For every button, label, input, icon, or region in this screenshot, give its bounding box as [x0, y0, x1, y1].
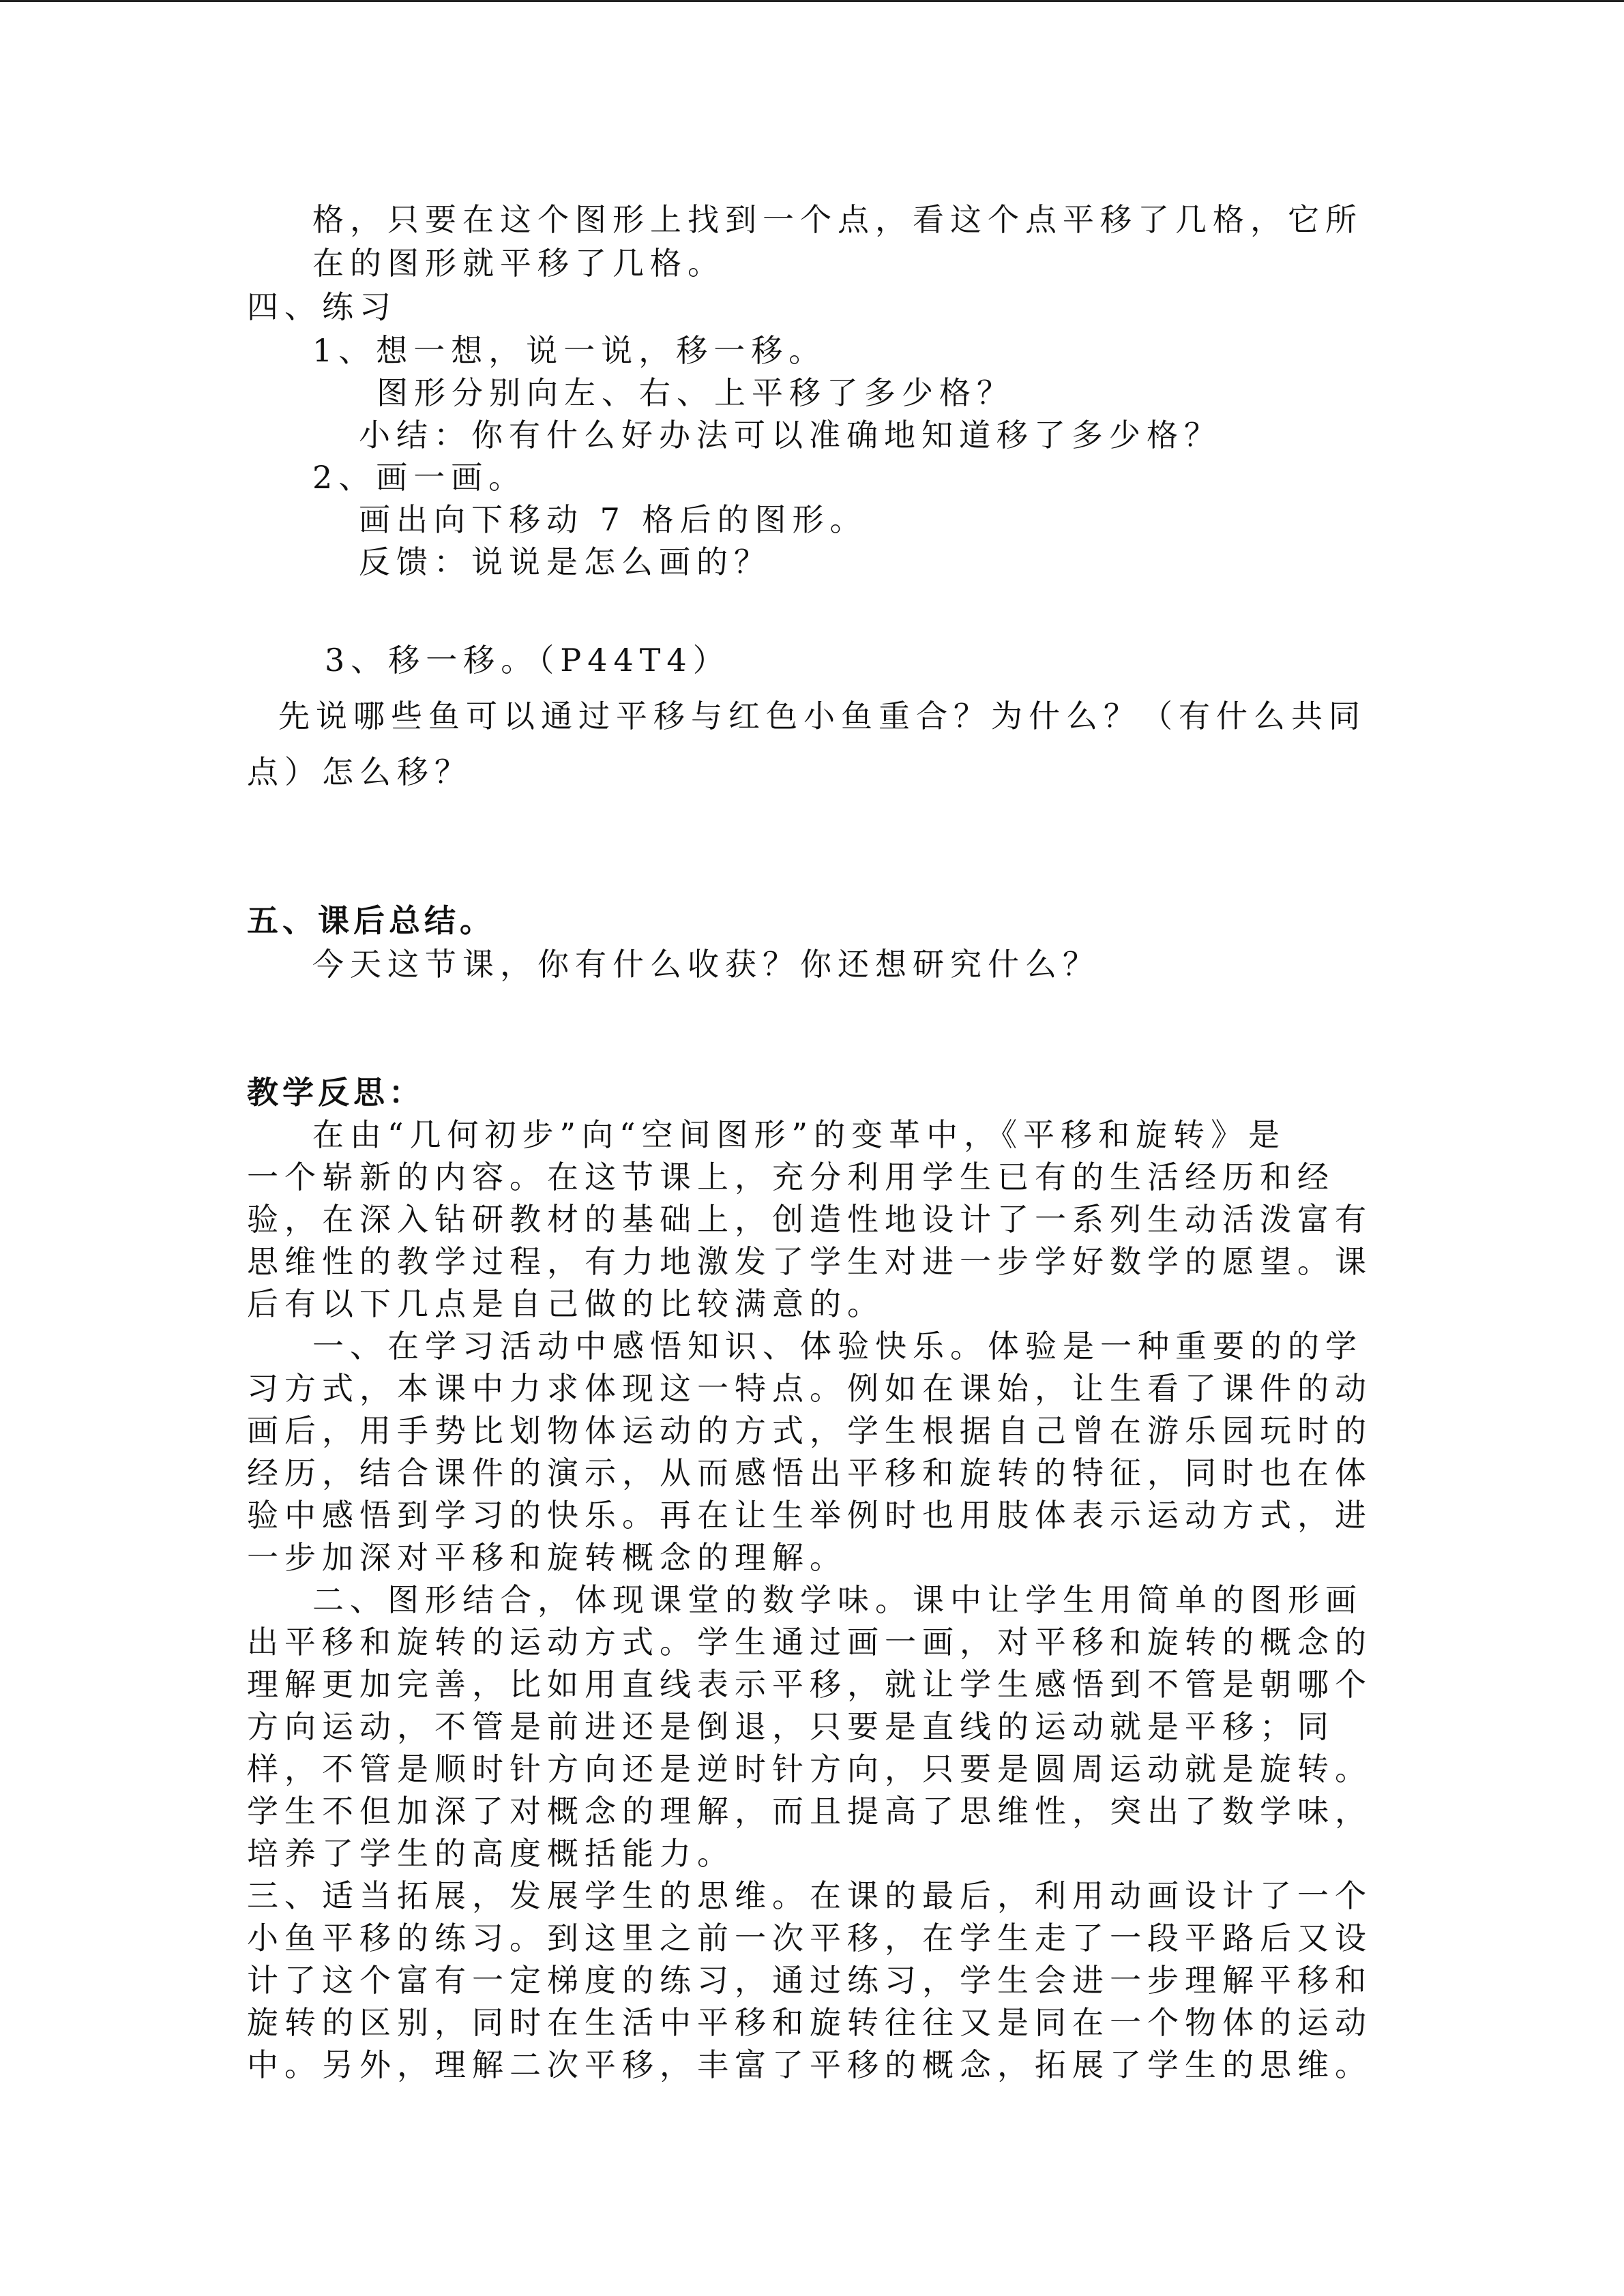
exercise-text: 先说哪些鱼可以通过平移与红色小鱼重合？为什么？（有什么共同 [278, 698, 1366, 734]
reflection-line: 验中感悟到学习的快乐。再在让生举例时也用肢体表示运动方式，进 [247, 1497, 1372, 1534]
reflection-line: 理解更加完善，比如用直线表示平移，就让学生感悟到不管是朝哪个 [247, 1666, 1372, 1703]
reflection-line: 画后，用手势比划物体运动的方式，学生根据自己曾在游乐园玩时的 [247, 1412, 1372, 1449]
exercise-text: 点）怎么移？ [247, 754, 472, 790]
section-heading: 五、课后总结。 [247, 902, 495, 939]
paragraph-line: 在的图形就平移了几格。 [312, 245, 725, 282]
reflection-line: 一、在学习活动中感悟知识、体验快乐。体验是一种重要的的学 [312, 1328, 1363, 1365]
reflection-line: 旋转的区别，同时在生活中平移和旋转往往又是同在一个物体的运动 [247, 2004, 1372, 2041]
exercise-text: 反馈：说说是怎么画的？ [359, 543, 771, 580]
reflection-line: 小鱼平移的练习。到这里之前一次平移，在学生走了一段平路后又设 [247, 1920, 1372, 1956]
reflection-line: 验，在深入钻研教材的基础上，创造性地设计了一系列生动活泼富有 [247, 1201, 1372, 1238]
reflection-line: 出平移和旋转的运动方式。学生通过画一画，对平移和旋转的概念的 [247, 1624, 1372, 1660]
reflection-line: 思维性的教学过程，有力地激发了学生对进一步学好数学的愿望。课 [247, 1243, 1372, 1280]
reflection-line: 一个崭新的内容。在这节课上，充分利用学生已有的生活经历和经 [247, 1159, 1335, 1195]
reflection-line: 培养了学生的高度概括能力。 [247, 1835, 735, 1872]
exercise-text: 图形分别向左、右、上平移了多少格？ [377, 374, 1014, 411]
reflection-line: 在由“几何初步”向“空间图形”的变革中，《平移和旋转》是 [312, 1116, 1286, 1153]
reflection-line: 习方式，本课中力求体现这一特点。例如在课始，让生看了课件的动 [247, 1370, 1372, 1407]
reflection-line: 三、适当拓展，发展学生的思维。在课的最后，利用动画设计了一个 [247, 1877, 1372, 1914]
exercise-text: 小结：你有什么好办法可以准确地知道移了多少格？ [359, 417, 1222, 453]
exercise-item: 1、想一想，说一说，移一移。 [312, 332, 827, 369]
reflection-line: 计了这个富有一定梯度的练习，通过练习，学生会进一步理解平移和 [247, 1962, 1372, 1999]
exercise-item: 2、画一画。 [312, 459, 527, 496]
reflection-line: 中。另外，理解二次平移，丰富了平移的概念，拓展了学生的思维。 [247, 2046, 1372, 2083]
section-heading: 四、练习 [247, 288, 397, 325]
paragraph-line: 格，只要在这个图形上找到一个点，看这个点平移了几格，它所 [312, 201, 1363, 238]
top-border [0, 0, 1624, 2]
exercise-text: 画出向下移动 7 格后的图形。 [359, 501, 868, 538]
reflection-line: 经历，结合课件的演示，从而感悟出平移和旋转的特征，同时也在体 [247, 1455, 1372, 1491]
reflection-line: 后有以下几点是自己做的比较满意的。 [247, 1285, 885, 1322]
reflection-line: 学生不但加深了对概念的理解，而且提高了思维性，突出了数学味， [247, 1793, 1372, 1830]
reflection-line: 二、图形结合，体现课堂的数学味。课中让学生用简单的图形画 [312, 1581, 1363, 1618]
reflection-heading: 教学反思： [247, 1074, 424, 1111]
reflection-line: 样，不管是顺时针方向还是逆时针方向，只要是圆周运动就是旋转。 [247, 1750, 1372, 1787]
section-text: 今天这节课，你有什么收获？你还想研究什么？ [312, 946, 1100, 983]
exercise-item: 3、移一移。（P44T4） [325, 642, 730, 679]
reflection-line: 方向运动，不管是前进还是倒退，只要是直线的运动就是平移；同 [247, 1708, 1335, 1745]
reflection-line: 一步加深对平移和旋转概念的理解。 [247, 1539, 847, 1576]
